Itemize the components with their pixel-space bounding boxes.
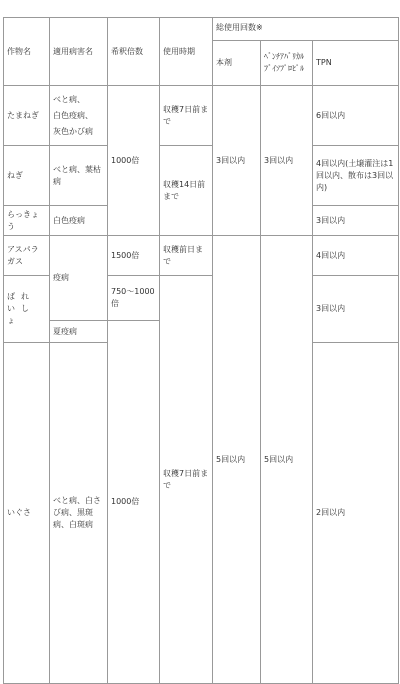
disease-line: 灰色かび病 [53, 126, 93, 136]
disease-line: べと病、 [53, 94, 85, 104]
crop-cell: ねぎ [4, 146, 50, 206]
dilution-cell: 1000倍 [108, 321, 160, 684]
disease-cell: べと病、白さび病、黒斑病、白斑病 [50, 343, 108, 684]
timing-cell: 収穫7日前まで [160, 86, 213, 146]
tpn-cell: 3回以内 [313, 276, 399, 343]
dilution-cell: 1500倍 [108, 236, 160, 276]
header-benthiavalicarb: ﾍﾞﾝﾁｱﾊﾞﾘｶﾙﾌﾞｲｿﾌﾟﾛﾋﾟﾙ [261, 41, 313, 86]
tpn-cell: 3回以内 [313, 206, 399, 236]
dilution-cell: 1000倍 [108, 86, 160, 236]
tpn-cell: 6回以内 [313, 86, 399, 146]
this-agent-cell: 2回以内 [313, 343, 399, 684]
timing-cell: 収穫前日まで [160, 236, 213, 276]
benthiavalicarb-cell: 5回以内 [261, 236, 313, 684]
tpn-cell: 4回以内(土壌灌注は1回以内、散布は3回以内) [313, 146, 399, 206]
disease-line: 白色疫病、 [53, 110, 93, 120]
header-total-uses: 総使用回数※ [213, 18, 399, 41]
disease-cell: 白色疫病 [50, 206, 108, 236]
timing-cell: 収穫14日前まで [160, 146, 213, 236]
table-row [4, 236, 399, 276]
disease-cell [50, 86, 108, 146]
this-agent-cell: 5回以内 [213, 236, 261, 684]
header-tpn: TPN [313, 41, 399, 86]
benthiavalicarb-cell: 3回以内 [261, 86, 313, 236]
header-disease: 適用病害名 [50, 18, 108, 86]
header-crop: 作物名 [4, 18, 50, 86]
crop-cell: たまねぎ [4, 86, 50, 146]
crop-cell: らっきょう [4, 206, 50, 236]
disease-cell: べと病、葉枯病 [50, 146, 108, 206]
table-header-row [4, 18, 399, 41]
disease-cell: 夏疫病 [50, 321, 108, 343]
table-row [4, 86, 399, 146]
crop-cell: ばれいしょ [4, 276, 50, 343]
disease-cell: 疫病 [50, 236, 108, 321]
dilution-cell: 750〜1000倍 [108, 276, 160, 321]
tpn-cell: 4回以内 [313, 236, 399, 276]
crop-cell: いぐさ [4, 343, 50, 684]
header-timing: 使用時期 [160, 18, 213, 86]
crop-cell: アスパラガス [4, 236, 50, 276]
timing-cell: 収穫7日前まで [160, 276, 213, 684]
header-this-agent: 本剤 [213, 41, 261, 86]
pesticide-usage-table [3, 17, 399, 684]
this-agent-cell: 3回以内 [213, 86, 261, 236]
header-dilution: 希釈倍数 [108, 18, 160, 86]
table-row [4, 146, 399, 206]
